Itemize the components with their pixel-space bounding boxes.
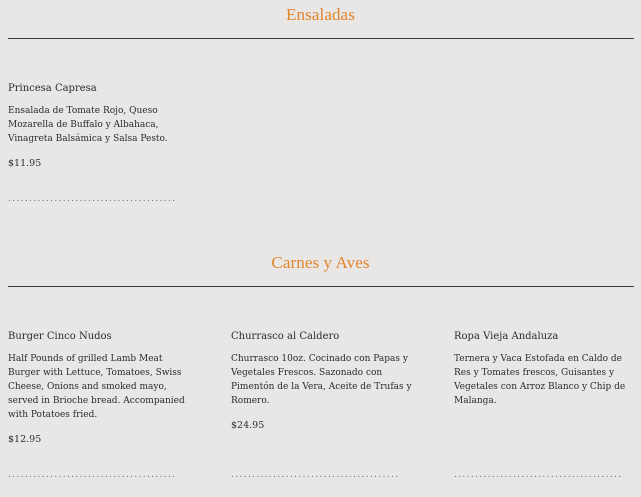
menu-item-name: Churrasco al Caldero: [231, 331, 340, 342]
section-title-carnes-y-aves: Carnes y Aves: [271, 253, 370, 272]
section-divider: [8, 286, 634, 287]
menu-item-description: Half Pounds of grilled Lamb Meat Burger with Lettuce, Tomatoes, Swiss Cheese, Onions and smoked mayo, served in Brioche bread. Accompanied with Potatoes fried.: [8, 354, 185, 420]
dotted-separator: ........................................: [454, 470, 623, 480]
dotted-separator: ........................................: [8, 470, 177, 480]
menu-item-princesa-capresa: [8, 82, 190, 170]
dotted-separator: ........................................: [8, 194, 177, 204]
menu-item-price: $12.95: [8, 434, 42, 445]
menu-item-name: Ropa Vieja Andaluza: [454, 331, 559, 342]
menu-item-description: Churrasco 10oz. Cocinado con Papas y Vegetales Frescos. Sazonado con Pimentón de la Vera, Aceite de Trufas y Romero.: [231, 354, 412, 406]
menu-item-description: Ensalada de Tomate Rojo, Queso Mozarella de Buffalo y Albahaca, Vinagreta Balsámica y Salsa Pesto.: [8, 106, 168, 144]
menu-item-price: $11.95: [8, 158, 42, 169]
menu-item-burger-cinco-nudos: [8, 330, 190, 446]
section-divider: [8, 38, 634, 39]
menu-item-churrasco-al-caldero: [231, 330, 413, 432]
menu-item-name: Princesa Capresa: [8, 83, 97, 94]
menu-item-price: $24.95: [231, 420, 265, 431]
dotted-separator: ........................................: [231, 470, 400, 480]
menu-item-name: Burger Cinco Nudos: [8, 331, 112, 342]
menu-item-description: Ternera y Vaca Estofada en Caldo de Res y Tomates frescos, Guisantes y Vegetales con Arroz Blanco y Chip de Malanga.: [454, 354, 626, 406]
menu-item-ropa-vieja-andaluza: [454, 330, 636, 408]
section-title-ensaladas: Ensaladas: [286, 5, 355, 24]
